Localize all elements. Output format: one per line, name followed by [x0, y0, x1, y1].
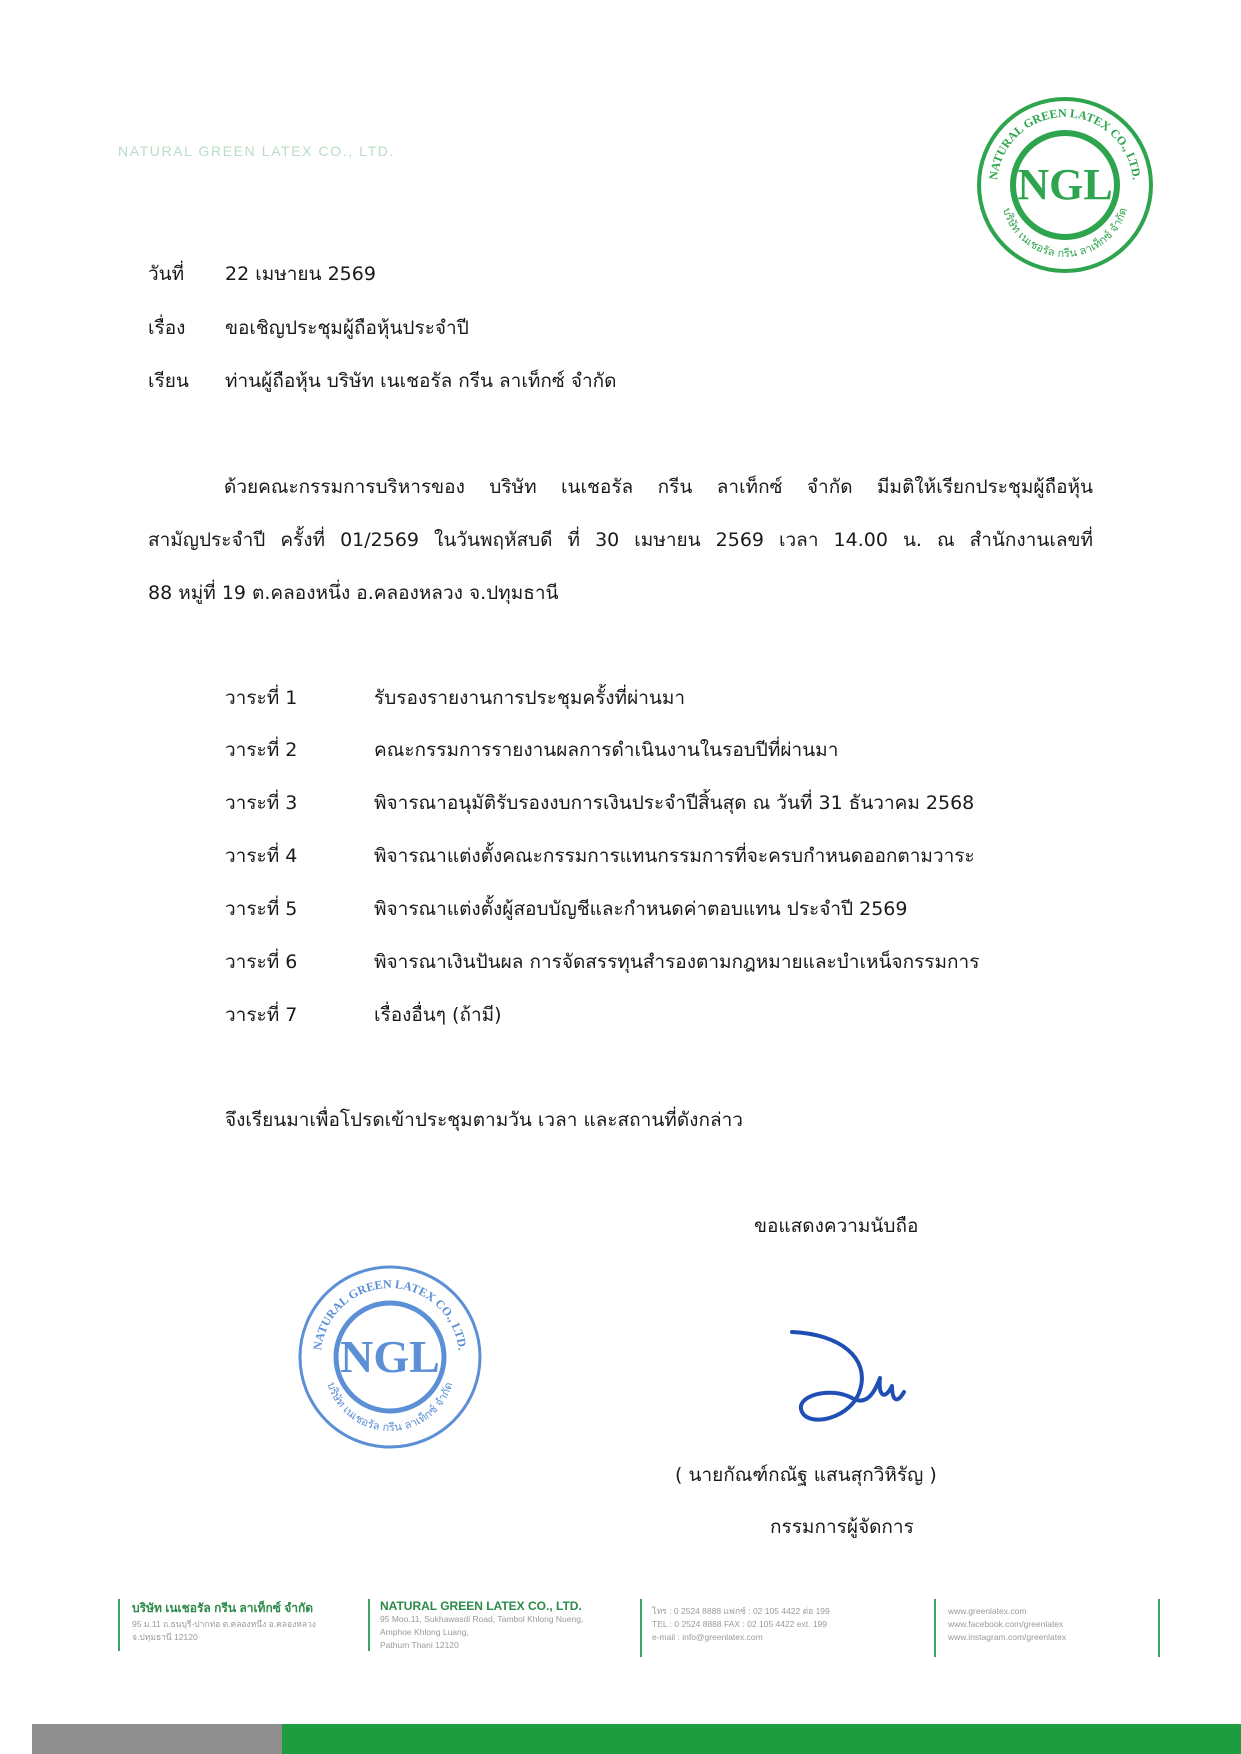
signature	[780, 1328, 930, 1438]
footer-address-line: 95 Moo.11, Sukhawasdi Road, Tambol Khlong Nueng,	[380, 1614, 584, 1624]
footer-email: e-mail : info@greenlatex.com	[652, 1632, 763, 1642]
closing-sentence: จึงเรียนมาเพื่อโปรดเข้าประชุมตามวัน เวลา และสถานที่ดังกล่าว	[225, 1109, 743, 1131]
footer-address-line: 95 ม.11 ถ.ธนบุรี-ปากท่อ ต.คลองหนึ่ง อ.คลองหลวง	[132, 1619, 316, 1629]
footer-facebook-link[interactable]: www.facebook.com/greenlatex	[948, 1619, 1064, 1629]
footer-address-en	[368, 1599, 630, 1651]
date-label: วันที่	[148, 263, 185, 285]
footer-website-link[interactable]: www.greenlatex.com	[948, 1606, 1027, 1616]
company-logo	[975, 95, 1155, 275]
subject-value: ขอเชิญประชุมผู้ถือหุ้นประจำปี	[225, 317, 469, 339]
date-value: 22 เมษายน 2569	[225, 263, 376, 285]
footer-address-th	[118, 1599, 372, 1651]
footer-contact	[640, 1599, 922, 1657]
footer-band-green	[282, 1724, 1241, 1754]
footer-company-en: NATURAL GREEN LATEX CO., LTD.	[380, 1599, 582, 1613]
to-value: ท่านผู้ถือหุ้น บริษัท เนเชอรัล กรีน ลาเท็กซ์ จำกัด	[225, 370, 617, 392]
footer-address-line: Pathum Thani 12120	[380, 1640, 459, 1650]
stamp-ring-text-en: NATURAL GREEN LATEX CO., LTD.	[310, 1276, 470, 1352]
subject-label: เรื่อง	[148, 317, 186, 339]
agenda-text: พิจารณาอนุมัติรับรองงบการเงินประจำปีสิ้นสุด ณ วันที่ 31 ธันวาคม 2568	[374, 792, 975, 814]
paragraph-line-3: 88 หมู่ที่ 19 ต.คลองหนึ่ง อ.คลองหลวง จ.ปทุมธานี	[148, 582, 559, 604]
regards: ขอแสดงความนับถือ	[754, 1215, 919, 1237]
company-name-header: NATURAL GREEN LATEX CO., LTD.	[118, 143, 395, 159]
company-stamp	[295, 1262, 485, 1452]
logo-ring-text-th: บริษัท เนเชอรัล กรีน ลาเท็กซ์ จำกัด	[1000, 206, 1130, 261]
to-label: เรียน	[148, 370, 189, 392]
footer-phone-en: TEL : 0 2524 8888 FAX : 02 105 4422 ext. 199	[652, 1619, 828, 1629]
footer-company-th: บริษัท เนเชอรัล กรีน ลาเท็กซ์ จำกัด	[132, 1601, 314, 1615]
stamp-ring-text-th: บริษัท เนเชอรัล กรีน ลาเท็กซ์ จำกัด	[324, 1380, 456, 1435]
logo-ring-text-en: NATURAL GREEN LATEX CO., LTD.	[986, 105, 1144, 181]
agenda-text: เรื่องอื่นๆ (ถ้ามี)	[374, 1004, 502, 1026]
agenda-text: รับรองรายงานการประชุมครั้งที่ผ่านมา	[374, 687, 686, 709]
agenda-text: พิจารณาแต่งตั้งคณะกรรมการแทนกรรมการที่จะครบกำหนดออกตามวาระ	[374, 845, 975, 867]
footer-address-line: จ.ปทุมธานี 12120	[132, 1632, 198, 1642]
footer-address-line: Amphoe Khlong Luang,	[380, 1627, 469, 1637]
signatory-title: กรรมการผู้จัดการ	[770, 1516, 914, 1538]
paragraph-line-2: สามัญประจำปี ครั้งที่ 01/2569 ในวันพฤหัสบดี ที่ 30 เมษายน 2569 เวลา 14.00 น. ณ สำนักงานเลขที่	[148, 529, 1093, 551]
stamp-monogram: NGL	[340, 1331, 440, 1382]
agenda-text: พิจารณาเงินปันผล การจัดสรรทุนสำรองตามกฎหมายและบำเหน็จกรรมการ	[374, 951, 980, 973]
footer-web	[934, 1599, 1160, 1657]
footer-band-grey	[32, 1724, 282, 1754]
logo-monogram: NGL	[1017, 160, 1113, 209]
paragraph-line-1: ด้วยคณะกรรมการบริหารของ บริษัท เนเชอรัล กรีน ลาเท็กซ์ จำกัด มีมติให้เรียกประชุมผู้ถือหุ้น	[224, 476, 1093, 498]
agenda-number: วาระที่ 7	[225, 1004, 298, 1026]
agenda-number: วาระที่ 2	[225, 739, 298, 761]
agenda-number: วาระที่ 6	[225, 951, 298, 973]
agenda-text: คณะกรรมการรายงานผลการดำเนินงานในรอบปีที่ผ่านมา	[374, 739, 839, 761]
footer-instagram-link[interactable]: www.instagram.com/greenlatex	[948, 1632, 1067, 1642]
agenda-text: พิจารณาแต่งตั้งผู้สอบบัญชีและกำหนดค่าตอบแทน ประจำปี 2569	[374, 898, 908, 920]
agenda-number: วาระที่ 5	[225, 898, 298, 920]
agenda-number: วาระที่ 4	[225, 845, 298, 867]
agenda-number: วาระที่ 1	[225, 687, 298, 709]
signatory-name: ( นายกัณฑ์กณัฐ แสนสุกวิหิรัญ )	[675, 1464, 937, 1486]
footer-phone-th: โทร : 0 2524 8888 แฟกซ์ : 02 105 4422 ต่อ 199	[652, 1606, 830, 1616]
agenda-number: วาระที่ 3	[225, 792, 298, 814]
